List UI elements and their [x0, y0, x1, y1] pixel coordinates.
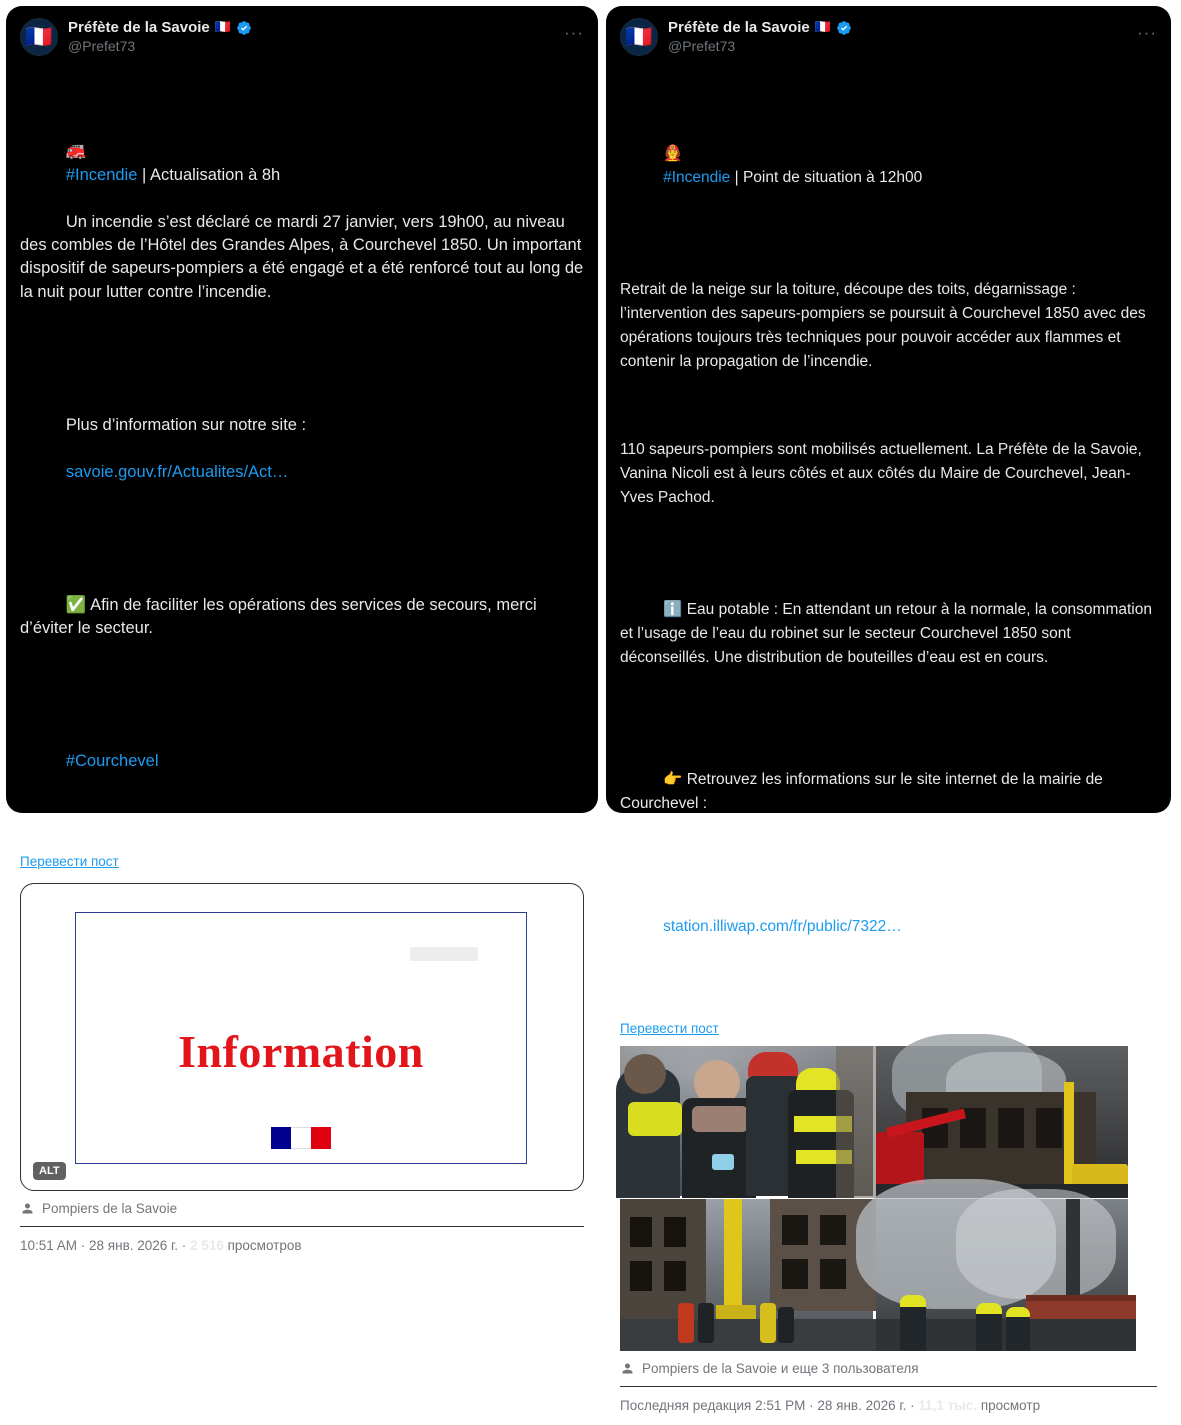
- avatar[interactable]: [620, 18, 658, 56]
- tweet-right-timestamp: Последняя редакция 2:51 PM · 28 янв. 2026 г. ·: [620, 1397, 919, 1413]
- tweet-right-text: [620, 70, 1157, 1013]
- tweet-right-paragraph-1: [620, 118, 1157, 214]
- display-name: Préfète de la Savoie: [68, 19, 210, 36]
- external-link-savoie[interactable]: savoie.gouv.fr/Actualites/Act…: [65, 462, 289, 481]
- tweet-right-body-para3: Eau potable : En attendant un retour à la normale, la consommation et l’usage de l’eau du robinet sur le secteur Courchevel 1850 sont déconseillés. Une distribution de bouteilles d’eau est en cours.: [620, 601, 1157, 667]
- tweet-left-image[interactable]: [20, 883, 584, 1191]
- photo-smoke-and-container[interactable]: [876, 1199, 1129, 1350]
- check-mark-emoji: ✅: [65, 595, 87, 614]
- avatar[interactable]: [20, 18, 58, 56]
- hashtag-incendie-link[interactable]: #Incendie: [65, 165, 138, 184]
- tweet-left-footer: [20, 1226, 584, 1265]
- french-republic-logo: [271, 1125, 331, 1151]
- tweet-right-paragraph-5: [620, 744, 1157, 840]
- information-graphic-text: Information: [178, 1026, 424, 1078]
- tweet-left-footer-wrap: [6, 1226, 598, 1265]
- tweet-left-header: [20, 18, 584, 56]
- french-flag-icon: 🇫🇷: [214, 19, 231, 35]
- french-flag-icon: 🇫🇷: [814, 19, 831, 35]
- tweet-card-left[interactable]: [6, 6, 598, 1254]
- more-options-button[interactable]: ···: [564, 23, 584, 42]
- marianne-avatar-icon: 🇫🇷: [25, 24, 53, 49]
- person-icon: [20, 1201, 35, 1216]
- verified-badge-icon: [236, 20, 252, 36]
- hashtag-incendie-link[interactable]: #Incendie: [663, 169, 731, 187]
- translate-post-link[interactable]: Перевести пост: [620, 1020, 719, 1036]
- tweet-left-body-para2: Plus d’information sur notre site :: [65, 415, 307, 434]
- pointing-finger-emoji: 👉: [663, 771, 683, 789]
- firefighter-emoji: 🧑‍🚒: [663, 145, 683, 163]
- tweet-right-photo-grid[interactable]: [620, 1046, 1128, 1350]
- tweet-left-paragraph-3: [20, 570, 584, 664]
- tagged-accounts-left-label: Pompiers de la Savoie: [42, 1201, 178, 1217]
- display-name: Préfète de la Savoie: [668, 19, 810, 36]
- marianne-avatar-icon: 🇫🇷: [625, 24, 653, 49]
- tweet-right-line1-rest: | Point de situation à 12h00: [730, 169, 923, 187]
- tweet-right-paragraph-6: [620, 891, 1157, 963]
- tweet-right-views-label: просмотр: [977, 1397, 1041, 1413]
- tweet-right-footer-wrap: [606, 1386, 1171, 1425]
- more-options-button[interactable]: ···: [1137, 23, 1157, 42]
- tweet-right-header: [620, 18, 1157, 56]
- tweet-left-text: [20, 70, 588, 846]
- tweet-right-paragraph-4: [620, 574, 1157, 694]
- tweet-left-timestamp: 10:51 AM · 28 янв. 2026 г. ·: [20, 1238, 191, 1254]
- tweet-right-body-para4: Retrouvez les informations sur le site internet de la mairie de Courchevel :: [620, 771, 1108, 813]
- verified-badge-icon: [836, 20, 852, 36]
- tweet-left-line1-rest: | Actualisation à 8h: [137, 165, 281, 184]
- translate-post-link[interactable]: Перевести пост: [20, 854, 119, 870]
- tweet-left-body-para1: Un incendie s’est déclaré ce mardi 27 janvier, vers 19h00, au niveau des combles de l’Hôtel des Grandes Alpes, à Courchevel 1850. Un important dispositif de sapeurs-pompiers a été engagé et a été renforcé tout au long de la nuit pour lutter contre l’incendie.: [20, 212, 588, 301]
- account-handle: @Prefet73: [668, 38, 736, 55]
- tweet-right-content: [606, 6, 1171, 1376]
- info-emoji: ℹ️: [663, 601, 683, 619]
- tweet-right-paragraph-3: 110 sapeurs-pompiers sont mobilisés actuellement. La Préfète de la Savoie, Vanina Nicoli est à leurs côtés et aux côtés du Maire de Courchevel, Jean-Yves Pachod.: [620, 441, 1147, 507]
- account-info[interactable]: [68, 18, 252, 54]
- tweet-card-right[interactable]: [606, 6, 1171, 1413]
- tweet-left-views-label: просмотров: [223, 1238, 302, 1254]
- tweet-right-paragraph-2: Retrait de la neige sur la toiture, découpe des toits, dégarnissage : l’intervention des sapeurs-pompiers se poursuit à Courchevel 1850 avec des opérations toujours très techniques pour pouvoir accéder aux flammes et contenir la propagation de l’incendie.: [620, 281, 1150, 371]
- alt-badge[interactable]: ALT: [33, 1162, 66, 1180]
- account-handle: @Prefet73: [68, 38, 136, 55]
- tweet-right-footer: [620, 1386, 1157, 1425]
- tweet-left-body-para3: Afin de faciliter les opérations des services de secours, merci d’éviter le secteur.: [20, 595, 542, 638]
- photo-firefighters-with-civilians[interactable]: [620, 1046, 873, 1197]
- hashtag-courchevel-link[interactable]: #Courchevel: [65, 752, 159, 771]
- tagged-accounts-right[interactable]: [620, 1361, 1157, 1376]
- tweet-left-content: [6, 6, 598, 1216]
- tagged-accounts-right-label: Pompiers de la Savoie и еще 3 пользователя: [642, 1360, 919, 1376]
- information-graphic-frame: [75, 912, 527, 1164]
- fire-truck-emoji: 🚒: [65, 142, 87, 161]
- external-link-illiwap[interactable]: station.illiwap.com/fr/public/7322…: [663, 917, 902, 935]
- graphic-placeholder-bar: [410, 947, 478, 961]
- account-info[interactable]: [668, 18, 852, 54]
- tweet-left-views-count: 2 516: [190, 1238, 224, 1254]
- photo-street-aerial-ladder[interactable]: [620, 1199, 873, 1350]
- photo-burnt-hotel-roof[interactable]: [876, 1046, 1129, 1197]
- tagged-accounts-left[interactable]: [20, 1201, 584, 1216]
- person-icon: [620, 1361, 635, 1376]
- tweet-left-paragraph-1: [20, 117, 588, 328]
- tweet-left-paragraph-2: [20, 390, 584, 507]
- tweet-right-views-count: 11,1 тыс.: [918, 1397, 978, 1413]
- tweet-left-paragraph-4: [20, 727, 584, 797]
